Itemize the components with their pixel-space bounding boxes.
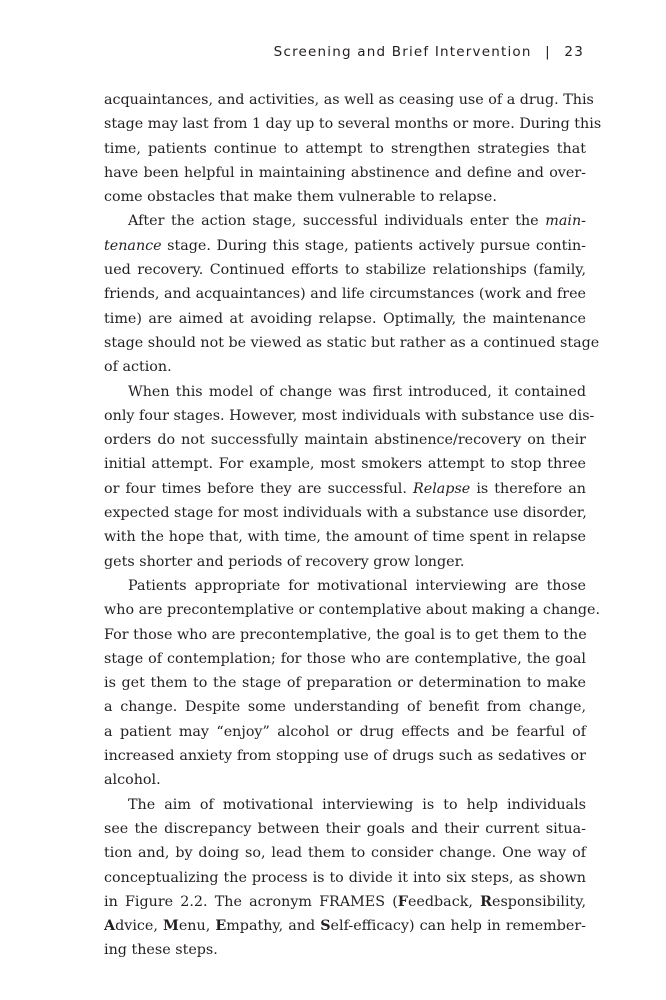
paragraph	[104, 209, 600, 379]
text-line: only four stages. However, most individuals with substance use dis-	[104, 407, 595, 424]
text-line: a patient may “enjoy” alcohol or drug effects and be fearful of	[104, 723, 586, 740]
separator: |	[545, 44, 551, 60]
paragraph	[104, 574, 601, 793]
text-line: gets shorter and periods of recovery grow longer.	[104, 553, 465, 570]
text-line: friends, and acquaintances) and life circumstances (work and free	[104, 286, 586, 303]
text-line: is get them to the stage of preparation or determination to make	[104, 675, 586, 692]
running-head	[274, 44, 584, 60]
text-line: acquaintances, and activities, as well as ceasing use of a drug. This	[104, 92, 594, 108]
text-line: who are precontemplative or contemplative about making a change.	[104, 602, 601, 619]
paragraph	[104, 793, 586, 963]
text-line: or four times before they are successful. Relapse is therefore an	[104, 480, 586, 497]
text-line: After the action stage, successful individuals enter the main-	[128, 213, 586, 230]
text-line: increased anxiety from stopping use of drugs such as sedatives or	[104, 748, 586, 765]
text-line: stage may last from 1 day up to several months or more. During this	[104, 116, 602, 133]
text-line: ing these steps.	[104, 942, 218, 959]
text-line: see the discrepancy between their goals and their current situa-	[104, 820, 586, 837]
text-line: ued recovery. Continued efforts to stabilize relationships (family,	[104, 262, 586, 279]
text-line: a change. Despite some understanding of benefit from change,	[104, 699, 586, 716]
text-line: come obstacles that make them vulnerable to relapse.	[104, 189, 497, 206]
text-line: conceptualizing the process is to divide it into six steps, as shown	[104, 869, 586, 886]
text-line: orders do not successfully maintain abstinence/recovery on their	[104, 432, 586, 449]
text-line: in Figure 2.2. The acronym FRAMES (Feedback, Responsibility,	[104, 893, 587, 910]
text-line: time, patients continue to attempt to strengthen strategies that	[104, 140, 586, 157]
paragraph	[104, 88, 602, 209]
text-line: of action.	[104, 359, 172, 376]
text-line: expected stage for most individuals with a substance use disorder,	[104, 505, 587, 522]
text-line: time) are aimed at avoiding relapse. Optimally, the maintenance	[104, 310, 586, 327]
body-text	[104, 88, 602, 963]
text-line: tion and, by doing so, lead them to consider change. One way of	[104, 845, 586, 862]
text-line: initial attempt. For example, most smokers attempt to stop three	[104, 456, 586, 473]
text-line: When this model of change was first introduced, it contained	[128, 383, 586, 400]
text-line: have been helpful in maintaining abstinence and define and over-	[104, 164, 586, 181]
running-title: Screening and Brief Intervention	[273, 44, 532, 60]
text-line: For those who are precontemplative, the goal is to get them to the	[104, 626, 587, 643]
text-line: Advice, Menu, Empathy, and Self-efficacy) can help in remember-	[104, 918, 586, 935]
text-line: with the hope that, with time, the amount of time spent in relapse	[104, 529, 586, 546]
text-line: The aim of motivational interviewing is to help individuals	[128, 796, 586, 813]
text-line: Patients appropriate for motivational interviewing are those	[128, 577, 586, 594]
paragraph	[104, 380, 595, 574]
page-number: 23	[564, 44, 584, 60]
text-line: stage should not be viewed as static but rather as a continued stage	[104, 334, 600, 351]
text-line: alcohol.	[104, 772, 161, 789]
text-line: tenance stage. During this stage, patients actively pursue contin-	[104, 237, 586, 254]
text-line: stage of contemplation; for those who are contemplative, the goal	[104, 650, 586, 667]
